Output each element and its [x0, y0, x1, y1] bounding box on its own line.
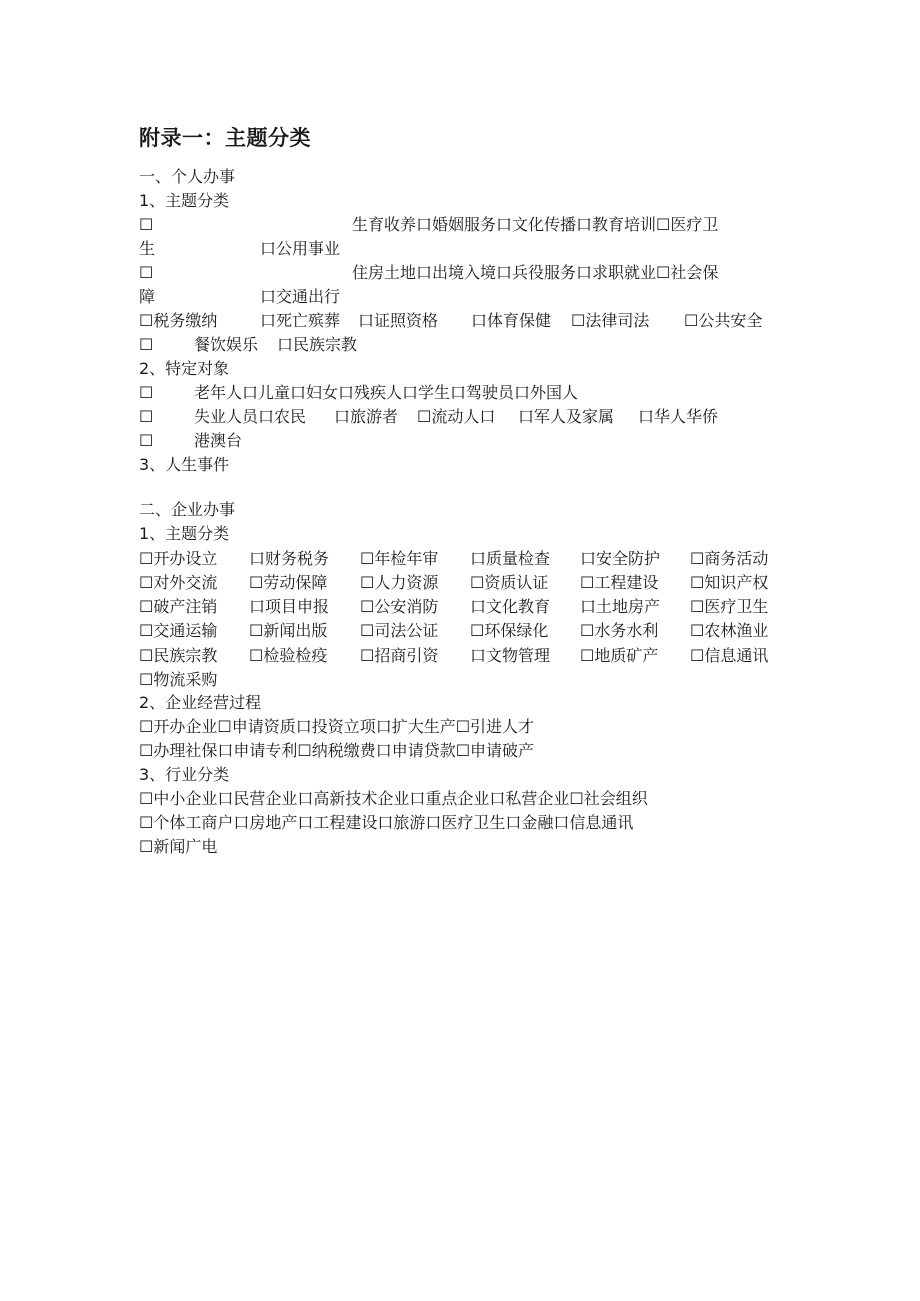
checkbox-item[interactable]: ☐工程建设 [580, 573, 659, 592]
checklist-line[interactable]: ☐中小企业口民营企业口高新技术企业口重点企业口私营企业☐社会组织 [139, 789, 648, 808]
checkbox-item[interactable]: ☐资质认证 [470, 573, 549, 592]
checklist-line [139, 430, 779, 452]
checkbox-item[interactable]: 口土地房产 [580, 597, 661, 616]
checkbox-item[interactable]: ☐知识产权 [690, 573, 769, 592]
checklist-line [139, 334, 779, 356]
checkbox-item[interactable]: ☐破产注销 [139, 597, 218, 616]
checklist-line [139, 214, 779, 236]
subheading-industry: 3、行业分类 [139, 765, 230, 784]
checkbox-item[interactable]: ☐对外交流 [139, 573, 218, 592]
checkbox-item[interactable]: ☐劳动保障 [249, 573, 328, 592]
checklist-line [139, 406, 779, 428]
checkbox-item[interactable]: ☐地质矿产 [580, 646, 659, 665]
checkbox-item[interactable]: ☐信息通讯 [690, 646, 769, 665]
checkbox-item[interactable]: ☐税务缴纳 [139, 311, 218, 330]
checkbox-item[interactable]: ☐人力资源 [360, 573, 439, 592]
checkbox-icon[interactable]: ☐ [139, 215, 154, 234]
checklist-text: 住房土地口出境入境口兵役服务口求职就业☐社会保 [352, 263, 719, 282]
subheading-life-events: 3、人生事件 [139, 455, 230, 474]
checkbox-item[interactable]: 口文化教育 [470, 597, 551, 616]
checklist-line [139, 238, 779, 260]
checkbox-item[interactable]: ☐交通运输 [139, 621, 218, 640]
checkbox-item[interactable]: ☐新闻出版 [249, 621, 328, 640]
checkbox-icon[interactable]: ☐ [139, 431, 154, 450]
checklist-line [139, 645, 779, 667]
checkbox-item[interactable]: ☐年检年审 [360, 549, 439, 568]
checkbox-icon[interactable]: ☐ [139, 263, 154, 282]
checklist-line [139, 596, 779, 618]
checklist-line [139, 310, 779, 332]
checkbox-item[interactable]: 口质量检查 [470, 549, 551, 568]
checkbox-item[interactable]: ☐公共安全 [684, 311, 763, 330]
checkbox-item[interactable]: 港澳台 [194, 431, 243, 450]
checkbox-item[interactable]: ☐民族宗教 [139, 646, 218, 665]
checkbox-item[interactable]: 口军人及家属 [518, 407, 615, 426]
checkbox-icon[interactable]: ☐ [139, 335, 154, 354]
checkbox-item[interactable]: 口民族宗教 [277, 335, 358, 354]
checklist-text: 老年人口儿童口妇女口残疾人口学生口驾驶员口外国人 [194, 383, 579, 402]
checkbox-item[interactable]: ☐开办设立 [139, 549, 218, 568]
checkbox-item[interactable]: 口证照资格 [358, 311, 439, 330]
checkbox-icon[interactable]: ☐ [139, 407, 154, 426]
subheading-topics: 1、主题分类 [139, 191, 230, 210]
checkbox-item[interactable]: 失业人员口农民 [194, 407, 307, 426]
checkbox-item[interactable]: 口体育保健 [471, 311, 552, 330]
checkbox-item[interactable]: ☐水务水利 [580, 621, 659, 640]
subheading-business-process: 2、企业经营过程 [139, 693, 262, 712]
checklist-text: 口公用事业 [260, 239, 341, 258]
checkbox-item[interactable]: ☐检验检疫 [249, 646, 328, 665]
checklist-text: 障 [139, 287, 156, 306]
checklist-line[interactable]: ☐开办企业☐申请资质口投资立项口扩大生产☐引进人才 [139, 717, 535, 736]
checkbox-item[interactable]: ☐商务活动 [690, 549, 769, 568]
page-title: 附录一：主题分类 [139, 126, 311, 150]
subheading-topics: 1、主题分类 [139, 524, 230, 543]
checklist-text: 生育收养口婚姻服务口文化传播口教育培训☐医疗卫 [352, 215, 719, 234]
checkbox-item[interactable]: 口死亡殡葬 [260, 311, 341, 330]
checkbox-item[interactable]: ☐物流采购 [139, 670, 218, 689]
checkbox-item[interactable]: 餐饮娱乐 [194, 335, 259, 354]
checkbox-item[interactable]: ☐流动人口 [417, 407, 496, 426]
checklist-line [139, 382, 779, 404]
checkbox-item[interactable]: ☐农林渔业 [690, 621, 769, 640]
checklist-line[interactable]: ☐个体工商户口房地产口工程建设口旅游口医疗卫生口金融口信息通讯 [139, 813, 634, 832]
checklist-line [139, 286, 779, 308]
section-heading-enterprise: 二、企业办事 [139, 500, 236, 519]
checkbox-item[interactable]: ☐法律司法 [571, 311, 650, 330]
checklist-line[interactable]: ☐办理社保口申请专利☐纳税缴费口申请贷款☐申请破产 [139, 741, 535, 760]
checklist-text: 生 [139, 239, 156, 258]
checkbox-item[interactable]: ☐医疗卫生 [690, 597, 769, 616]
checklist-line [139, 572, 779, 594]
checkbox-item[interactable]: 口财务税务 [249, 549, 330, 568]
checkbox-item[interactable]: ☐招商引资 [360, 646, 439, 665]
checkbox-icon[interactable]: ☐ [139, 383, 154, 402]
checklist-text: 口交通出行 [260, 287, 341, 306]
checklist-line [139, 262, 779, 284]
subheading-targets: 2、特定对象 [139, 359, 230, 378]
checkbox-item[interactable]: 口安全防护 [580, 549, 661, 568]
checklist-line [139, 620, 779, 642]
section-heading-personal: 一、个人办事 [139, 167, 236, 186]
checkbox-item[interactable]: 口项目申报 [249, 597, 330, 616]
checklist-line[interactable]: ☐新闻广电 [139, 837, 218, 856]
checkbox-item[interactable]: 口华人华侨 [638, 407, 719, 426]
checkbox-item[interactable]: ☐公安消防 [360, 597, 439, 616]
checkbox-item[interactable]: 口旅游者 [334, 407, 399, 426]
checkbox-item[interactable]: 口文物管理 [470, 646, 551, 665]
checkbox-item[interactable]: ☐司法公证 [360, 621, 439, 640]
checklist-line [139, 548, 779, 570]
checkbox-item[interactable]: ☐环保绿化 [470, 621, 549, 640]
